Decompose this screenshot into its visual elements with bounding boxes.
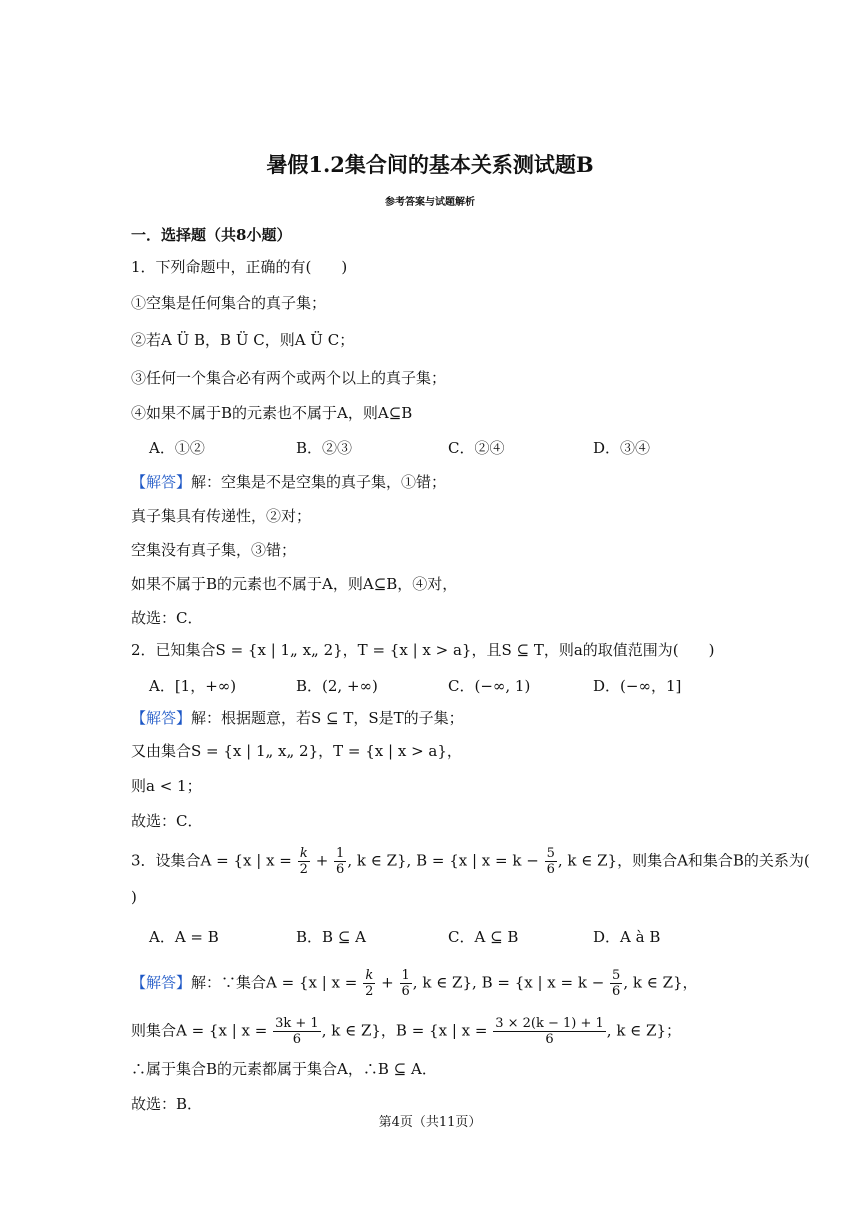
plus-sign: + <box>310 851 334 870</box>
answer-label: 【解答】 <box>131 473 192 491</box>
q1-statement-2: ②若A Ü B，B Ü C，则A Ü C； <box>131 331 355 349</box>
q2-solution-line-2: 又由集合S = {x | 1„ x„ 2}，T = {x | x > a}， <box>131 742 462 760</box>
q1-solution-line-3: 空集没有真子集，③错； <box>131 541 297 559</box>
q2-option-d: D．(−∞，1] <box>593 677 682 695</box>
q3-solution-part: , k ∈ Z}，B = {x | x = <box>321 1021 493 1040</box>
q2-solution-line-1 <box>131 708 464 728</box>
q3-stem-part: , k ∈ Z}, B = {x | x = k − <box>347 851 544 870</box>
q1-statement-4: ④如果不属于B的元素也不属于A，则A⊆B <box>131 404 413 422</box>
q2-solution-line-3: 则a < 1； <box>131 777 202 795</box>
q1-statement-1: ①空集是任何集合的真子集； <box>131 294 327 312</box>
numerator: 3 × 2(k − 1) + 1 <box>495 1016 604 1031</box>
q1-stem: 1．下列命题中，正确的有( ) <box>131 258 348 276</box>
numerator: k <box>298 846 310 862</box>
denominator: 2 <box>365 984 374 999</box>
answer-label: 【解答】 <box>131 709 192 727</box>
q3-solution-part: , k ∈ Z}， <box>623 973 698 992</box>
fraction <box>400 968 412 999</box>
q2-option-b: B．(2, +∞) <box>296 677 378 695</box>
q1-conclusion: 故选：C． <box>131 609 203 627</box>
fraction <box>273 1016 321 1047</box>
q3-solution-part: 则集合A = {x | x = <box>131 1021 273 1040</box>
q3-solution-part: , k ∈ Z}, B = {x | x = k − <box>412 973 610 992</box>
fraction <box>610 968 622 999</box>
q1-statement-3: ③任何一个集合必有两个或两个以上的真子集； <box>131 369 447 387</box>
denominator: 6 <box>545 1032 554 1047</box>
denominator: 2 <box>299 862 308 877</box>
q3-solution-line-2 <box>131 1016 681 1047</box>
q1-option-d: D．③④ <box>593 439 651 457</box>
fraction <box>334 846 346 877</box>
q1-option-a: A．①② <box>149 439 205 457</box>
q1-solution-line-2: 真子集具有传递性，②对； <box>131 507 312 525</box>
q1-solution-line-4: 如果不属于B的元素也不属于A，则A⊆B，④对， <box>131 575 458 593</box>
q2-option-c: C．(−∞, 1) <box>448 677 531 695</box>
numerator: 1 <box>401 968 410 983</box>
denominator: 6 <box>292 1032 302 1047</box>
q3-option-d: D．A à B <box>593 928 661 946</box>
q1-solution-text: 解：空集是不是空集的真子集，①错； <box>191 473 447 491</box>
q3-conclusion: 故选：B． <box>131 1095 203 1113</box>
denominator: 6 <box>401 984 410 999</box>
plus-sign: + <box>376 973 399 992</box>
q1-option-c: C．②④ <box>448 439 505 457</box>
numerator: 5 <box>546 846 555 861</box>
q2-stem: 2．已知集合S = {x | 1„ x„ 2}，T = {x | x > a}，且S ⊆ T，则a的取值范围为( ) <box>131 641 715 659</box>
q3-solution-line-1 <box>131 968 698 999</box>
q3-option-c: C．A ⊆ B <box>448 928 519 946</box>
numerator: 5 <box>612 968 621 983</box>
q2-conclusion: 故选：C． <box>131 812 203 830</box>
page-title: 暑假1.2集合间的基本关系测试题B <box>266 152 594 177</box>
q3-stem-part: , k ∈ Z}，则集合A和集合B的关系为( <box>557 851 810 870</box>
q3-stem-continuation: ) <box>131 888 137 906</box>
numerator: k <box>363 968 375 984</box>
q3-solution-part: , k ∈ Z}； <box>606 1021 682 1040</box>
q3-solution-line-3: ∴属于集合B的元素都属于集合A，∴B ⊆ A． <box>131 1060 437 1078</box>
q3-stem-part: 3．设集合A = {x | x = <box>131 851 297 870</box>
page-subtitle: 参考答案与试题解析 <box>385 197 475 208</box>
fraction <box>493 1016 606 1047</box>
q3-stem <box>131 846 810 877</box>
denominator: 6 <box>612 984 621 999</box>
numerator: 1 <box>336 846 345 861</box>
q2-option-a: A．[1，+∞) <box>149 677 237 695</box>
denominator: 6 <box>546 862 555 877</box>
q3-solution-part: 解：∵集合A = {x | x = <box>191 973 363 992</box>
fraction <box>545 846 557 877</box>
section-heading: 一．选择题（共8小题） <box>131 226 292 244</box>
q2-solution-text: 解：根据题意，若S ⊆ T，S是T的子集； <box>191 709 464 727</box>
q3-option-a: A．A = B <box>149 928 219 946</box>
denominator: 6 <box>336 862 345 877</box>
fraction <box>363 968 375 999</box>
q1-option-b: B．②③ <box>296 439 353 457</box>
q1-solution-line-1 <box>131 472 446 492</box>
numerator: 3k + 1 <box>275 1016 319 1031</box>
answer-label: 【解答】 <box>131 973 192 992</box>
fraction <box>298 846 310 877</box>
page-footer: 第4页（共11页） <box>378 1115 482 1130</box>
q3-option-b: B．B ⊆ A <box>296 928 366 946</box>
